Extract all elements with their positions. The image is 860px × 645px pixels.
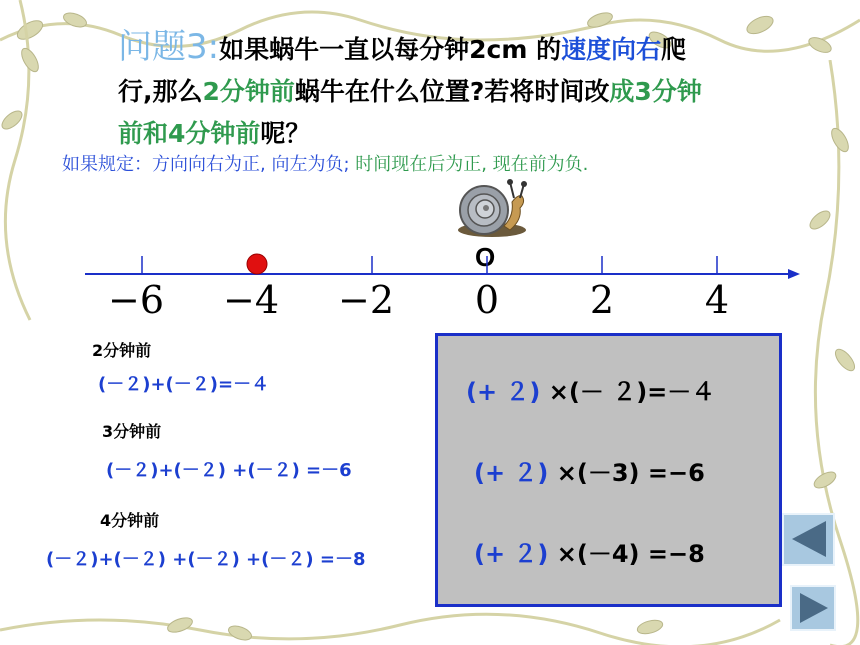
tick-label: −4 xyxy=(222,278,280,322)
question-text xyxy=(118,26,808,155)
question-seg1: 如果蜗牛一直以每分钟 xyxy=(219,35,470,64)
next-slide-button[interactable] xyxy=(790,585,836,631)
case-sum: (－２)+(－２) +(－２) +(－２) =－8 xyxy=(46,549,366,570)
sign-rule-text xyxy=(62,150,588,176)
question-seg11: 呢？ xyxy=(260,119,311,148)
snail-icon xyxy=(452,176,532,240)
tick-label: −6 xyxy=(107,278,165,322)
tick-label: −2 xyxy=(337,278,395,322)
question-seg7: 2分钟前 xyxy=(202,77,295,106)
tick-label: 4 xyxy=(704,278,730,322)
product-row xyxy=(474,453,705,488)
question-seg3: 的 xyxy=(527,35,562,64)
question-seg2: 2cm xyxy=(469,35,528,64)
case-label: 2分钟前 xyxy=(92,341,152,360)
question-seg6: 行,那么 xyxy=(118,77,203,106)
case-sum: (－２)+(－２)=－４ xyxy=(98,374,270,395)
question-prefix: 问题3: xyxy=(118,27,220,67)
sign-rule-direction: 如果规定：方向向右为正, 向左为负; xyxy=(62,154,350,175)
axis-arrow-icon xyxy=(788,269,800,279)
tick-label: 0 xyxy=(474,278,500,322)
product-multiplier: (+ ２) xyxy=(474,540,549,568)
case-label: 3分钟前 xyxy=(102,422,162,441)
product-result: ×(－4) =−8 xyxy=(548,540,705,568)
previous-slide-button[interactable] xyxy=(782,513,835,566)
origin-label: O xyxy=(475,242,496,272)
question-seg4: 速度向右 xyxy=(561,35,662,64)
sign-rule-time: 时间现在后为正, 现在前为负. xyxy=(349,154,589,175)
question-seg5: 爬 xyxy=(661,35,687,64)
question-seg9: 成3分钟 xyxy=(609,77,702,106)
case-sum: (－２)+(－２) +(－２) =－6 xyxy=(106,460,352,481)
question-seg8: 蜗牛在什么位置?若将时间改 xyxy=(294,77,610,106)
product-result: ×(－3) =−6 xyxy=(548,459,705,487)
snail-position-marker xyxy=(247,254,267,274)
product-multiplier: (+ ２) xyxy=(466,378,541,406)
product-row xyxy=(474,534,705,569)
case-label: 4分钟前 xyxy=(100,511,160,530)
decorative-vine-bottom xyxy=(0,605,860,645)
question-seg10: 前和4分钟前 xyxy=(118,119,261,148)
product-row xyxy=(466,372,715,407)
product-result: ×(－ ２)=－４ xyxy=(540,378,716,406)
tick-label: 2 xyxy=(589,278,615,322)
product-multiplier: (+ ２) xyxy=(474,459,549,487)
